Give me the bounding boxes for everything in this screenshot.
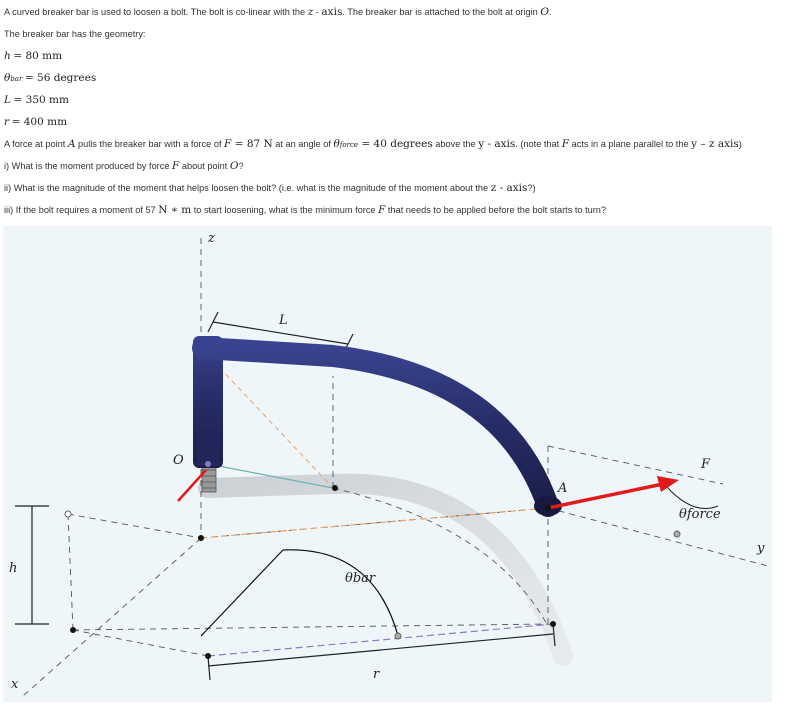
F-symbol: F [224,138,232,150]
intro-text-2: . The breaker bar is attached to the bolt at origin [342,7,541,17]
q1-O-symbol: O [229,160,239,172]
h-dimension [15,506,49,624]
figure-svg [3,226,772,702]
L-value: = 350 mm [13,94,69,106]
q1-F-symbol: F [172,160,180,172]
force-text-d: above the [432,139,479,149]
theta-force-symbol: θ [333,138,340,150]
theta-subscript: bar [10,75,23,83]
theta-force-subscript: force [339,141,359,149]
yz-axis-word: y – z axis [691,138,739,150]
label-L: L [279,313,288,328]
label-x: x [11,677,19,692]
theta-symbol: θ [4,72,11,84]
r-dimension [208,624,555,680]
origin-point [205,461,211,467]
label-theta-bar: θbar [345,571,376,586]
force-text-c: at an angle of [272,139,334,149]
force-text-b: pulls the breaker bar with a force of [75,139,225,149]
L-line [4,94,69,106]
y-axis-word: y - axis [478,138,516,150]
z-symbol: z [307,6,314,18]
question-3 [4,204,606,216]
open-point [65,511,71,517]
r-line [4,116,67,128]
force-arc-point [674,531,680,537]
r-value: = 400 mm [11,116,68,128]
label-F: F [701,457,711,472]
r-symbol: r [4,116,10,128]
bar-shadow [208,484,563,656]
origin-symbol: O [540,6,549,18]
geometry-label: The breaker bar has the geometry: [4,29,146,39]
q3-F-symbol: F [378,204,386,216]
theta-bar-line [4,72,96,85]
theta-bar-arc [283,550,398,636]
intro-line [4,6,552,18]
period: . [548,7,552,17]
label-h: h [9,561,18,576]
theta-force-value: = 40 degrees [358,138,433,150]
force-arrow-head [657,476,679,492]
q2-text-b: ?) [527,183,536,193]
F-symbol-2: F [561,138,570,150]
label-z: z [208,231,215,246]
q1-text-b: about point [179,161,230,171]
q3-unit: N ∗ m [158,204,192,216]
h-symbol: h [4,50,11,62]
force-text-f: acts in a plane parallel to the [569,139,692,149]
force-line [4,138,742,151]
h-line [4,50,62,62]
intro-text: A curved breaker bar is used to loosen a bolt. The bolt is co-linear with the [4,7,308,17]
label-theta-force: θforce [679,507,721,522]
label-A: A [558,481,568,496]
question-1 [4,160,244,172]
q2-text: ii) What is the magnitude of the moment that helps loosen the bolt? (i.e. what is the magnitude of the moment about the [4,183,491,193]
label-O: O [173,453,184,468]
q3-text-b: to start loosening, what is the minimum force [191,205,379,215]
q2-z-axis: z - axis [490,182,528,194]
force-text-e: . (note that [515,139,562,149]
purple-line [208,624,553,656]
arc-point [395,633,401,639]
theta-value: = 56 degrees [24,72,97,84]
L-symbol: L [4,94,11,106]
axis-word: axis [321,6,343,18]
force-value: = 87 N [231,138,273,150]
label-r: r [373,667,380,682]
q1-text-c: ? [238,161,244,171]
force-text-a: A force at point [4,139,68,149]
h-value: = 80 mm [13,50,63,62]
dash: - [313,7,322,17]
q3-text: iii) If the bolt requires a moment of 57 [4,205,159,215]
points [70,485,556,659]
label-y: y [757,541,765,556]
question-2 [4,182,536,194]
force-text-g: ) [738,139,742,149]
q1-text: i) What is the moment produced by force [4,161,172,171]
q3-text-c: that needs to be applied before the bolt starts to turn? [385,205,607,215]
breaker-bar-figure [3,226,772,702]
theta-force-arc [666,486,718,509]
point-A-symbol: A [67,138,76,150]
theta-bar-ray [201,550,283,636]
